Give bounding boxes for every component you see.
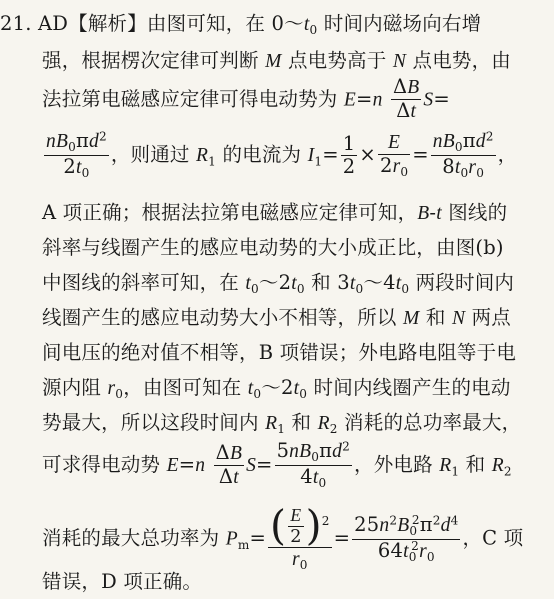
text-line-13: 消耗的最大总功率为 $P_m=$ ( $\frac{E}{2}$ )$^2$ $r_0$ = $\frac{25n^2B_0^2\pi^2d^4}{64t_0^2r_0}$ ，C 项 — [42, 501, 524, 573]
fraction-current: $\frac{nB_0\pi d^2}{8t_0r_0}$ — [432, 129, 494, 181]
text-line-2: 强，根据楞次定律可判断 M 点电势高于 N 点电势，由 — [42, 49, 511, 72]
text-line-11: 势最大，所以这段时间内 $R_1$ 和 $R_2$ 消耗的总功率最大， — [42, 411, 522, 437]
fraction-power-1: ( $\frac{E}{2}$ )$^2$ $r_0$ — [270, 501, 330, 573]
text-line-10: 源内阻 $r_0$，由图可知在 $t_0\sim 2t_0$ 时间内线圈产生的电动 — [42, 376, 511, 402]
text-line-6: 斜率与线圈产生的感应电动势的大小成正比，由图(b) — [42, 236, 504, 259]
text-line-1: 21. AD【解析】由图可知，在 $0\sim t_0$ 时间内磁场向右增 — [0, 12, 482, 38]
text-line-7: 中图线的斜率可知，在 $t_0\sim 2t_0$ 和 $3t_0\sim 4t_0$ 两段时间内 — [42, 271, 515, 297]
text-line-8: 线圈产生的感应电动势大小不相等，所以 M 和 N 两点 — [42, 306, 511, 329]
fraction-emf-1: $\frac{nB_0\pi d^2}{2t_0}$ — [46, 129, 107, 181]
fraction-power-2: $\frac{25n^2B_0^2\pi^2d^4}{64t_0^2r_0}$ — [354, 512, 459, 564]
text-line-4: $\frac{nB_0\pi d^2}{2t_0}$ ，则通过 $R_1$ 的电流为 $I_1=$ $\frac{1}{2}$ × $\frac{E}{2r_0}$ = $\frac{nB_0\pi d^2}{8t_0r_0}$ ， — [46, 129, 518, 181]
text-line-3: 法拉第电磁感应定律可得电动势为 E=n $\frac{\Delta B}{\Delta t}$ S= — [42, 75, 450, 123]
text-line-14: 错误，D 项正确。 — [42, 570, 203, 593]
text-line-12: 可求得电动势 E=n $\frac{\Delta B}{\Delta t}$ S= $\frac{5nB_0\pi d^2}{4t_0}$ ，外电路 $R_1$ 和 $R_2$ — [42, 439, 512, 491]
text-line-9: 间电压的绝对值不相等，B 项错误；外电路电阻等于电 — [42, 341, 517, 364]
fraction-emf-max: $\frac{5nB_0\pi d^2}{4t_0}$ — [276, 439, 350, 491]
text-line-5: A 项正确；根据法拉第电磁感应定律可知，B-t 图线的 — [42, 201, 508, 224]
fraction-dB-dt: $\frac{\Delta B}{\Delta t}$ — [392, 75, 420, 123]
